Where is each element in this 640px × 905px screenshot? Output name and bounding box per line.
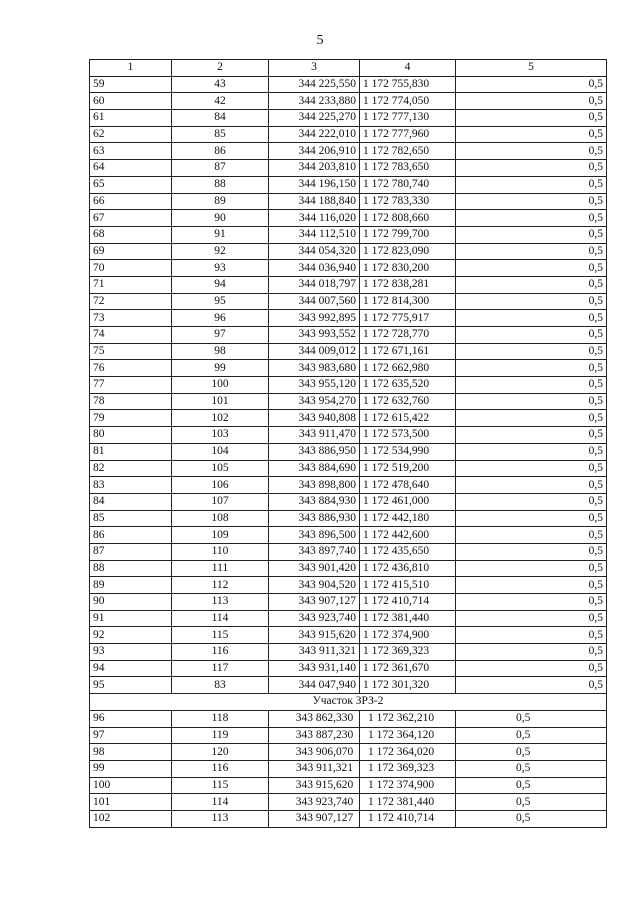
table-cell: 77	[90, 377, 172, 394]
table-cell: 111	[172, 560, 269, 577]
table-cell: 93	[90, 644, 172, 661]
table-cell: 0,5	[456, 727, 607, 744]
table-cell: 90	[90, 594, 172, 611]
table-cell: 343 923,740	[269, 794, 360, 811]
table-cell: 343 911,321	[269, 760, 360, 777]
table-row	[90, 393, 607, 410]
table-cell: 1 172 830,200	[360, 260, 456, 277]
table-cell: 1 172 381,440	[360, 794, 456, 811]
table-cell: 82	[90, 460, 172, 477]
table-cell: 66	[90, 193, 172, 210]
table-cell: 343 897,740	[269, 543, 360, 560]
table-cell: 0,5	[456, 176, 607, 193]
table-cell: 1 172 410,714	[360, 594, 456, 611]
table-cell: 91	[90, 610, 172, 627]
table-cell: 60	[90, 93, 172, 110]
table-cell: 99	[90, 760, 172, 777]
table-row	[90, 527, 607, 544]
table-cell: 96	[172, 310, 269, 327]
table-cell: 344 018,797	[269, 276, 360, 293]
table-row	[90, 577, 607, 594]
table-cell: 59	[90, 76, 172, 93]
table-cell: 343 886,930	[269, 510, 360, 527]
table-cell: 0,5	[456, 460, 607, 477]
table-row	[90, 810, 607, 827]
table-row	[90, 310, 607, 327]
table-cell: 69	[90, 243, 172, 260]
table-cell: 0,5	[456, 427, 607, 444]
table-cell: 1 172 374,900	[360, 627, 456, 644]
table-row	[90, 410, 607, 427]
table-cell: 84	[172, 110, 269, 127]
table-cell: 343 993,552	[269, 327, 360, 344]
table-cell: 344 036,940	[269, 260, 360, 277]
table-cell: 343 911,321	[269, 644, 360, 661]
table-row	[90, 293, 607, 310]
column-header: 1	[90, 60, 172, 77]
table-cell: 96	[90, 710, 172, 727]
table-cell: 68	[90, 226, 172, 243]
table-row	[90, 677, 607, 694]
table-cell: 343 901,420	[269, 560, 360, 577]
table-cell: 343 955,120	[269, 377, 360, 394]
table-cell: 79	[90, 410, 172, 427]
table-cell: 343 862,330	[269, 710, 360, 727]
table-row	[90, 126, 607, 143]
table-cell: 1 172 478,640	[360, 477, 456, 494]
table-cell: 343 904,520	[269, 577, 360, 594]
table-cell: 102	[90, 810, 172, 827]
table-cell: 91	[172, 226, 269, 243]
table-cell: 115	[172, 627, 269, 644]
table-cell: 0,5	[456, 226, 607, 243]
table-cell: 116	[172, 644, 269, 661]
coordinates-table	[89, 59, 607, 828]
table-cell: 102	[172, 410, 269, 427]
table-cell: 61	[90, 110, 172, 127]
table-cell: 1 172 415,510	[360, 577, 456, 594]
table-cell: 0,5	[456, 260, 607, 277]
table-row	[90, 143, 607, 160]
table-cell: 344 225,270	[269, 110, 360, 127]
table-cell: 0,5	[456, 410, 607, 427]
section-title: Участок ЗРЗ-2	[90, 694, 607, 711]
table-cell: 84	[90, 493, 172, 510]
table-cell: 108	[172, 510, 269, 527]
table-cell: 65	[90, 176, 172, 193]
table-cell: 343 896,500	[269, 527, 360, 544]
table-cell: 0,5	[456, 393, 607, 410]
table-cell: 1 172 823,090	[360, 243, 456, 260]
table-cell: 344 007,560	[269, 293, 360, 310]
table-cell: 343 884,690	[269, 460, 360, 477]
table-cell: 87	[172, 160, 269, 177]
table-cell: 343 954,270	[269, 393, 360, 410]
table-cell: 101	[90, 794, 172, 811]
column-header: 2	[172, 60, 269, 77]
table-cell: 0,5	[456, 293, 607, 310]
table-header-row	[90, 60, 607, 77]
table-cell: 76	[90, 360, 172, 377]
table-cell: 1 172 461,000	[360, 493, 456, 510]
table-cell: 117	[172, 660, 269, 677]
table-cell: 0,5	[456, 527, 607, 544]
table-cell: 72	[90, 293, 172, 310]
table-row	[90, 226, 607, 243]
table-cell: 1 172 782,650	[360, 143, 456, 160]
table-cell: 0,5	[456, 794, 607, 811]
table-cell: 1 172 435,650	[360, 543, 456, 560]
table-cell: 1 172 780,740	[360, 176, 456, 193]
table-cell: 343 940,808	[269, 410, 360, 427]
table-cell: 344 116,020	[269, 210, 360, 227]
table-cell: 0,5	[456, 543, 607, 560]
table-row	[90, 727, 607, 744]
table-cell: 93	[172, 260, 269, 277]
table-cell: 95	[90, 677, 172, 694]
page-number: 5	[316, 33, 324, 48]
table-row	[90, 193, 607, 210]
table-cell: 74	[90, 327, 172, 344]
table-cell: 1 172 519,200	[360, 460, 456, 477]
table-cell: 1 172 814,300	[360, 293, 456, 310]
table-cell: 85	[172, 126, 269, 143]
table-cell: 1 172 369,323	[360, 644, 456, 661]
table-cell: 83	[90, 477, 172, 494]
table-cell: 344 009,012	[269, 343, 360, 360]
table-cell: 1 172 573,500	[360, 427, 456, 444]
table-cell: 0,5	[456, 577, 607, 594]
table-cell: 115	[172, 777, 269, 794]
table-cell: 344 222,010	[269, 126, 360, 143]
table-cell: 88	[172, 176, 269, 193]
table-cell: 1 172 436,810	[360, 560, 456, 577]
table-cell: 42	[172, 93, 269, 110]
table-cell: 1 172 442,600	[360, 527, 456, 544]
table-cell: 1 172 362,210	[360, 710, 456, 727]
table-cell: 0,5	[456, 627, 607, 644]
table-cell: 118	[172, 710, 269, 727]
table-cell: 104	[172, 443, 269, 460]
table-cell: 0,5	[456, 810, 607, 827]
table-row	[90, 777, 607, 794]
table-cell: 1 172 442,180	[360, 510, 456, 527]
table-row	[90, 176, 607, 193]
table-cell: 344 054,320	[269, 243, 360, 260]
table-cell: 1 172 838,281	[360, 276, 456, 293]
column-header: 4	[360, 60, 456, 77]
table-cell: 0,5	[456, 210, 607, 227]
table-row	[90, 343, 607, 360]
table-cell: 1 172 777,130	[360, 110, 456, 127]
table-cell: 0,5	[456, 160, 607, 177]
table-row	[90, 627, 607, 644]
table-cell: 80	[90, 427, 172, 444]
table-cell: 113	[172, 810, 269, 827]
table-cell: 1 172 301,320	[360, 677, 456, 694]
table-row	[90, 427, 607, 444]
table-cell: 98	[172, 343, 269, 360]
table-cell: 100	[172, 377, 269, 394]
table-row	[90, 760, 607, 777]
table-cell: 343 923,740	[269, 610, 360, 627]
table-cell: 1 172 728,770	[360, 327, 456, 344]
table-cell: 0,5	[456, 744, 607, 761]
table-cell: 0,5	[456, 327, 607, 344]
table-cell: 343 907,127	[269, 810, 360, 827]
table-row	[90, 360, 607, 377]
table-cell: 87	[90, 543, 172, 560]
column-header: 3	[269, 60, 360, 77]
table-cell: 1 172 808,660	[360, 210, 456, 227]
table-cell: 110	[172, 543, 269, 560]
table-cell: 1 172 632,760	[360, 393, 456, 410]
table-cell: 343 906,070	[269, 744, 360, 761]
table-cell: 120	[172, 744, 269, 761]
table-cell: 113	[172, 594, 269, 611]
table-cell: 343 887,230	[269, 727, 360, 744]
table-row	[90, 443, 607, 460]
table-cell: 64	[90, 160, 172, 177]
table-cell: 0,5	[456, 610, 607, 627]
table-cell: 343 886,950	[269, 443, 360, 460]
table-row	[90, 610, 607, 627]
table-cell: 343 983,680	[269, 360, 360, 377]
table-cell: 90	[172, 210, 269, 227]
table-cell: 103	[172, 427, 269, 444]
table-cell: 83	[172, 677, 269, 694]
table-cell: 98	[90, 744, 172, 761]
table-row	[90, 260, 607, 277]
table-row	[90, 510, 607, 527]
table-cell: 344 047,940	[269, 677, 360, 694]
table-cell: 0,5	[456, 677, 607, 694]
table-row	[90, 560, 607, 577]
table-cell: 92	[172, 243, 269, 260]
table-cell: 86	[172, 143, 269, 160]
table-cell: 105	[172, 460, 269, 477]
table-cell: 1 172 777,960	[360, 126, 456, 143]
table-cell: 99	[172, 360, 269, 377]
table-cell: 344 112,510	[269, 226, 360, 243]
table-cell: 0,5	[456, 276, 607, 293]
table-cell: 85	[90, 510, 172, 527]
table-cell: 0,5	[456, 777, 607, 794]
table-row	[90, 243, 607, 260]
table-row	[90, 93, 607, 110]
table-cell: 1 172 783,650	[360, 160, 456, 177]
table-cell: 1 172 635,520	[360, 377, 456, 394]
table-cell: 106	[172, 477, 269, 494]
table-row	[90, 660, 607, 677]
table-cell: 0,5	[456, 360, 607, 377]
table-row	[90, 327, 607, 344]
table-cell: 344 206,910	[269, 143, 360, 160]
table-cell: 343 884,930	[269, 493, 360, 510]
table-cell: 81	[90, 443, 172, 460]
table-cell: 1 172 364,020	[360, 744, 456, 761]
table-cell: 0,5	[456, 310, 607, 327]
table-cell: 343 931,140	[269, 660, 360, 677]
table-cell: 114	[172, 610, 269, 627]
column-header: 5	[456, 60, 607, 77]
table-row	[90, 377, 607, 394]
table-row	[90, 210, 607, 227]
table-cell: 95	[172, 293, 269, 310]
table-cell: 101	[172, 393, 269, 410]
table-cell: 119	[172, 727, 269, 744]
table-row	[90, 76, 607, 93]
table-cell: 107	[172, 493, 269, 510]
table-cell: 94	[172, 276, 269, 293]
table-cell: 92	[90, 627, 172, 644]
table-row	[90, 794, 607, 811]
table-cell: 0,5	[456, 710, 607, 727]
table-cell: 0,5	[456, 93, 607, 110]
table-cell: 62	[90, 126, 172, 143]
table-cell: 88	[90, 560, 172, 577]
table-cell: 343 898,800	[269, 477, 360, 494]
table-cell: 0,5	[456, 493, 607, 510]
table-cell: 0,5	[456, 660, 607, 677]
table-cell: 0,5	[456, 110, 607, 127]
table-cell: 343 992,895	[269, 310, 360, 327]
table-cell: 0,5	[456, 760, 607, 777]
table-cell: 112	[172, 577, 269, 594]
table-cell: 86	[90, 527, 172, 544]
table-cell: 75	[90, 343, 172, 360]
table-cell: 344 203,810	[269, 160, 360, 177]
table-cell: 1 172 410,714	[360, 810, 456, 827]
table-cell: 1 172 534,990	[360, 443, 456, 460]
table-cell: 43	[172, 76, 269, 93]
table-cell: 1 172 369,323	[360, 760, 456, 777]
table-cell: 0,5	[456, 243, 607, 260]
table-row	[90, 644, 607, 661]
table-cell: 344 233,880	[269, 93, 360, 110]
table-cell: 116	[172, 760, 269, 777]
table-row	[90, 110, 607, 127]
table-cell: 1 172 671,161	[360, 343, 456, 360]
table-cell: 1 172 799,700	[360, 226, 456, 243]
table-cell: 1 172 774,050	[360, 93, 456, 110]
table-cell: 1 172 615,422	[360, 410, 456, 427]
table-cell: 78	[90, 393, 172, 410]
table-cell: 70	[90, 260, 172, 277]
table-row	[90, 710, 607, 727]
table-cell: 67	[90, 210, 172, 227]
table-cell: 343 911,470	[269, 427, 360, 444]
table-cell: 1 172 361,670	[360, 660, 456, 677]
table-cell: 1 172 662,980	[360, 360, 456, 377]
table-cell: 73	[90, 310, 172, 327]
table-cell: 343 915,620	[269, 777, 360, 794]
table-cell: 1 172 755,830	[360, 76, 456, 93]
table-cell: 0,5	[456, 443, 607, 460]
table-cell: 71	[90, 276, 172, 293]
table-cell: 97	[172, 327, 269, 344]
table-cell: 1 172 374,900	[360, 777, 456, 794]
table-cell: 1 172 364,120	[360, 727, 456, 744]
table-cell: 0,5	[456, 644, 607, 661]
table-cell: 0,5	[456, 477, 607, 494]
table-cell: 97	[90, 727, 172, 744]
table-row	[90, 744, 607, 761]
table-cell: 344 225,550	[269, 76, 360, 93]
table-cell: 343 907,127	[269, 594, 360, 611]
table-row	[90, 160, 607, 177]
table-row	[90, 276, 607, 293]
table-cell: 0,5	[456, 510, 607, 527]
table-cell: 0,5	[456, 193, 607, 210]
table-cell: 1 172 381,440	[360, 610, 456, 627]
table-cell: 114	[172, 794, 269, 811]
table-cell: 0,5	[456, 377, 607, 394]
table-cell: 109	[172, 527, 269, 544]
table-cell: 0,5	[456, 143, 607, 160]
table-cell: 63	[90, 143, 172, 160]
table-cell: 343 915,620	[269, 627, 360, 644]
table-cell: 0,5	[456, 560, 607, 577]
table-cell: 0,5	[456, 126, 607, 143]
table-cell: 0,5	[456, 343, 607, 360]
table-cell: 0,5	[456, 76, 607, 93]
table-row	[90, 460, 607, 477]
table-cell: 1 172 775,917	[360, 310, 456, 327]
table-cell: 344 196,150	[269, 176, 360, 193]
table-row	[90, 543, 607, 560]
table-row	[90, 594, 607, 611]
table-cell: 94	[90, 660, 172, 677]
table-row	[90, 477, 607, 494]
table-cell: 89	[90, 577, 172, 594]
table-cell: 0,5	[456, 594, 607, 611]
table-cell: 89	[172, 193, 269, 210]
section-row	[90, 694, 607, 711]
table-cell: 1 172 783,330	[360, 193, 456, 210]
table-row	[90, 493, 607, 510]
table-cell: 344 188,840	[269, 193, 360, 210]
table-cell: 100	[90, 777, 172, 794]
